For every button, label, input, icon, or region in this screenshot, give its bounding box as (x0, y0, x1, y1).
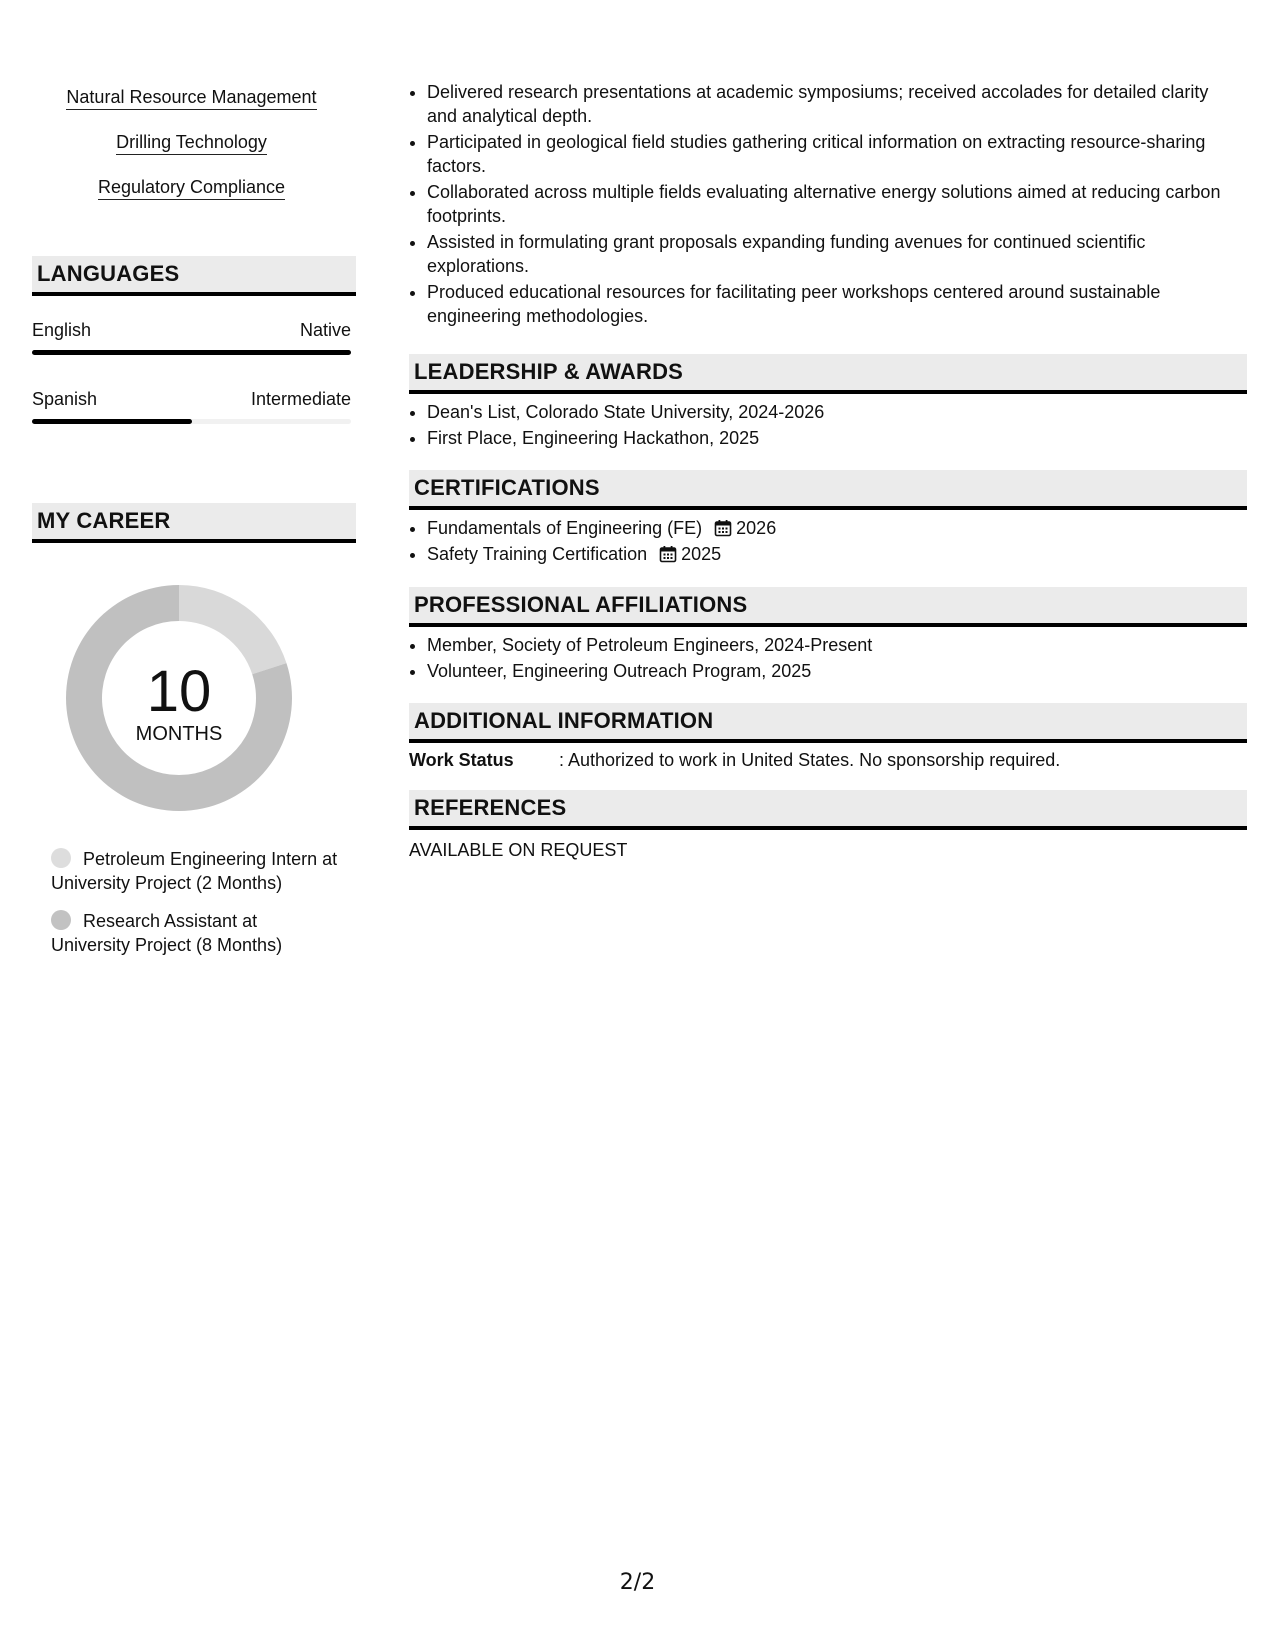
references-heading: REFERENCES (409, 790, 1247, 830)
certification-name: Safety Training Certification (427, 544, 648, 564)
experience-bullet: • Assisted in formulating grant proposals expanding funding avenues for continued scientific explorations. (427, 230, 1242, 278)
skill-item: Regulatory Compliance (98, 176, 285, 200)
experience-bullet: • Participated in geological field studies gathering critical information on extracting resource-sharing factors. (427, 130, 1242, 178)
legend-label: Research Assistant at University Project (8 Months) (51, 911, 283, 955)
affiliations-list (409, 633, 1242, 685)
legend-swatch (51, 848, 71, 868)
certification-year: 2025 (681, 544, 722, 564)
additional-info-heading: ADDITIONAL INFORMATION (409, 703, 1247, 743)
work-status-row (409, 750, 1242, 776)
leadership-item: • Dean's List, Colorado State University, 2024-2026 (427, 400, 1242, 424)
career-heading: MY CAREER (32, 503, 356, 543)
work-status-value: : Authorized to work in United States. No sponsorship required. (559, 750, 1061, 770)
experience-bullet: • Collaborated across multiple fields evaluating alternative energy solutions aimed at reducing carbon footprints. (427, 180, 1242, 228)
language-bar (32, 419, 351, 424)
affiliation-item: • Volunteer, Engineering Outreach Program, 2025 (427, 659, 1242, 683)
career-total-unit: MONTHS (135, 723, 223, 745)
certification-name: Fundamentals of Engineering (FE) (427, 518, 703, 538)
language-bar-fill (32, 350, 351, 355)
language-level: Intermediate (250, 389, 351, 409)
language-name: Spanish (32, 389, 98, 409)
experience-bullet: • Delivered research presentations at academic symposiums; received accolades for detailed clarity and analytical depth. (427, 80, 1242, 128)
references-text: AVAILABLE ON REQUEST (409, 840, 628, 860)
languages-heading: LANGUAGES (32, 256, 356, 296)
career-legend-item (51, 909, 341, 957)
certification-year: 2026 (736, 518, 777, 538)
career-legend-item (51, 847, 341, 895)
language-bar (32, 350, 351, 355)
page-number: 2/2 (619, 1570, 656, 1595)
legend-label: Petroleum Engineering Intern at University Project (2 Months) (51, 849, 338, 893)
certification-item (427, 516, 1242, 540)
certifications-list (409, 516, 1242, 568)
certifications-heading: CERTIFICATIONS (409, 470, 1247, 510)
leadership-heading: LEADERSHIP & AWARDS (409, 354, 1247, 394)
calendar-icon (714, 519, 732, 537)
legend-swatch (51, 910, 71, 930)
skill-item: Drilling Technology (116, 131, 267, 155)
career-total-value: 10 (146, 659, 212, 724)
calendar-icon (659, 545, 677, 563)
language-name: English (32, 320, 92, 340)
work-status-label: Work Status (409, 750, 514, 770)
experience-bullet: • Produced educational resources for facilitating peer workshops centered around sustainable engineering methodologies. (427, 280, 1242, 328)
language-level: Native (299, 320, 351, 340)
skill-item: Natural Resource Management (66, 86, 316, 110)
certification-item (427, 542, 1242, 566)
skills-list (32, 86, 351, 221)
career-donut-chart (66, 585, 292, 811)
language-bar-fill (32, 419, 192, 424)
affiliation-item: • Member, Society of Petroleum Engineers, 2024-Present (427, 633, 1242, 657)
leadership-item: • First Place, Engineering Hackathon, 2025 (427, 426, 1242, 450)
leadership-list (409, 400, 1242, 452)
affiliations-heading: PROFESSIONAL AFFILIATIONS (409, 587, 1247, 627)
experience-bullets (409, 80, 1242, 330)
